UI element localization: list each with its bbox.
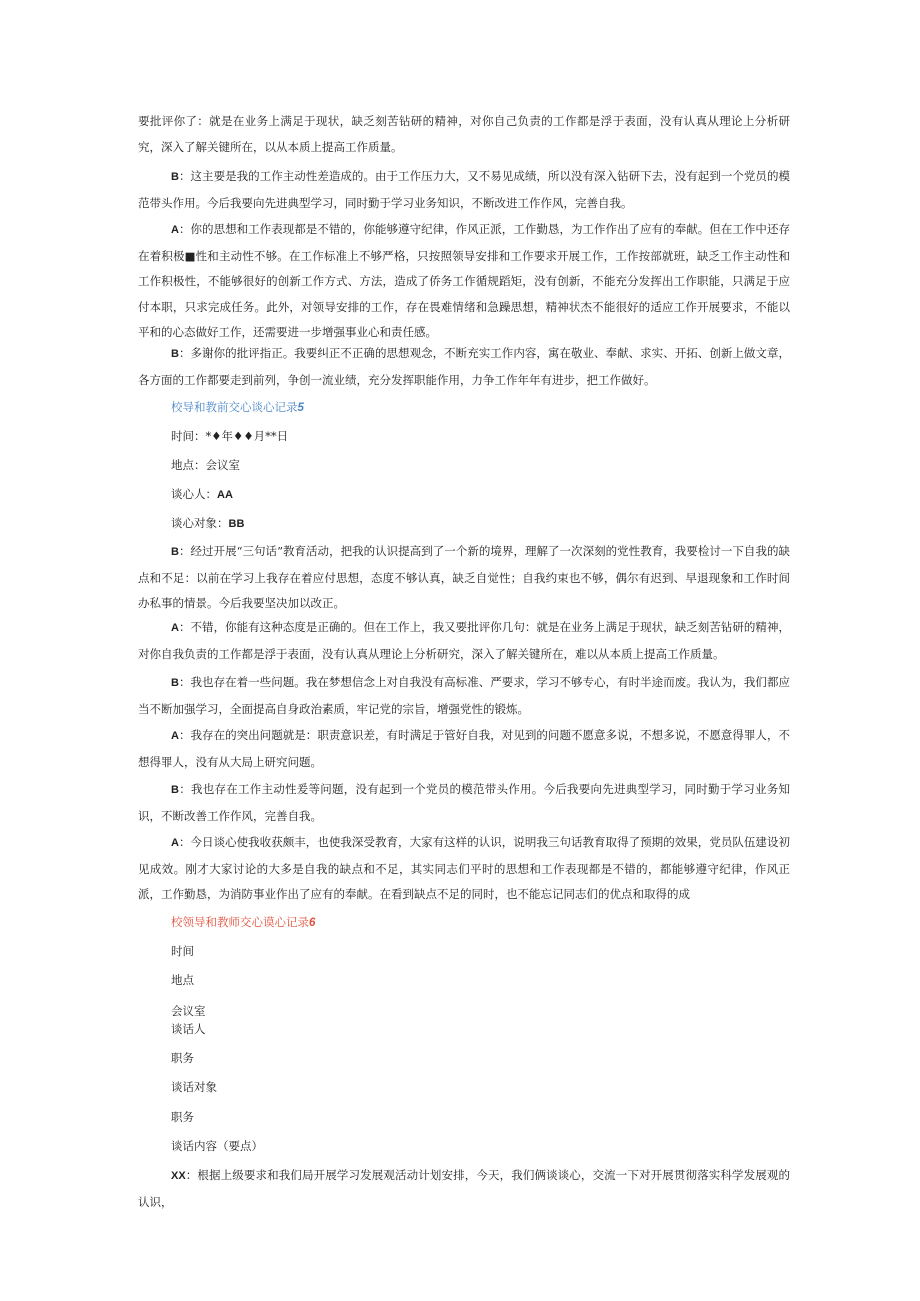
speaker-label: B xyxy=(171,784,179,796)
speaker-label: XX xyxy=(171,1170,186,1182)
paragraph-text: ：多谢你的批评指正。我要纠正不正确的思想观念，不断充实工作内容，寓在敬业、奉献、求实、开拓、创新上做文章，各方面的工作都要走到前列，争创一流业绩，充分发挥职能作用，力争工作年年有进步，把工作做好。 xyxy=(138,346,790,387)
talker-label-2-text: 谈话人 xyxy=(171,1022,206,1036)
speaker-label: B xyxy=(171,546,179,558)
talker-value: AA xyxy=(217,489,233,501)
talk-place-label-text: 地点 xyxy=(171,973,194,987)
section-heading-5 xyxy=(171,399,304,416)
talk-time-label-text: 时间 xyxy=(171,944,194,958)
speaker-label: B xyxy=(171,677,179,689)
talk-place xyxy=(171,457,240,473)
paragraph-text: ：你的思想和工作表现都是不错的，你能够遵守纪律，作风正派，工作勤恳，为工作作出了应有的奉献。但在工作中还存在着积极■性和主动性不够。在工作标准上不够严格，只按照领导安排和工作要求开展工作，工作按部就班，缺乏工作主动性和工作积极性，不能够很好的创新工作方式、方法，造成了侨务工作循规蹈矩，没有创新，不能充分发挥出工作职能，只满足于应付本职，只求完成任务。此外，对领导安排的工作，存在畏难情绪和急躁思想，精神状杰不能很好的适应工作开展要求，不能以平和的心态做好工作，还需要进一步增强事业心和责任感。 xyxy=(138,222,790,339)
talk-room-text: 会议室 xyxy=(171,1004,206,1018)
speaker-label: A xyxy=(171,622,179,634)
section-heading-6 xyxy=(171,914,315,931)
talk-target-label: 谈心对象： xyxy=(171,516,229,530)
talk-target-label-2-text: 谈话对象 xyxy=(171,1080,217,1094)
paragraph-text: ：不错，你能有这种态度是正确的。但在工作上，我又要批评你几句：就是在业务上满足于现状，缺乏刻苦钻研的精神，对你自我负责的工作都是浮于表面，没有认真从理论上分析研究，深入了解关键所在，难以从本质上提高工作质量。 xyxy=(138,620,790,661)
speaker-label: B xyxy=(171,348,179,360)
paragraph-4 xyxy=(138,341,790,393)
position-label-1 xyxy=(171,1050,194,1066)
paragraph-1 xyxy=(138,109,790,160)
talk-target-value: BB xyxy=(228,518,245,530)
talk-room xyxy=(171,1003,206,1019)
position-label-1-text: 职务 xyxy=(171,1051,194,1065)
speaker-label: A xyxy=(171,837,179,849)
paragraph-11 xyxy=(138,1163,790,1215)
paragraph-8 xyxy=(138,723,790,775)
talk-place-label xyxy=(171,972,194,988)
paragraph-text: 要批评你了：就是在业务上满足于现状，缺乏刻苦钻研的精神，对你自己负责的工作都是浮于表面，没有认真从理论上分析研究，深入了解关键所在，以从本质上提高工作质量。 xyxy=(138,114,790,154)
paragraph-10 xyxy=(138,830,790,908)
heading-number: 6 xyxy=(309,917,316,929)
paragraph-2 xyxy=(138,164,790,216)
talker-label-2 xyxy=(171,1021,206,1037)
talk-place-text: 地点：会议室 xyxy=(171,458,240,472)
heading-text: 校领导和教师交心谟心记录 xyxy=(171,915,309,929)
speaker-label: A xyxy=(171,224,179,236)
talk-target xyxy=(171,515,244,532)
talker-label: 谈心人： xyxy=(171,487,217,501)
position-label-2-text: 职务 xyxy=(171,1110,194,1124)
paragraph-text: ：我也存在着一些问题。我在梦想信念上对自我没有高标准、严要求，学习不够专心，有时半途而废。我认为，我们都应当不断加强学习，全面提高自身政治素质，牢记党的宗旨，增强党性的锻炼。 xyxy=(138,675,790,716)
talk-content-label-text: 谈话内容（要点） xyxy=(171,1139,263,1153)
talk-content-label xyxy=(171,1138,263,1154)
heading-text: 校导和教前交心谈心记录 xyxy=(171,400,298,414)
paragraph-text: ：我存在的突出问题就是：职责意识差，有时满足于管好自我，对见到的问题不愿意多说，不想多说，不愿意得罪人，不想得罪人，没有从大局上研究问题。 xyxy=(138,728,790,769)
talk-time-label xyxy=(171,943,194,959)
paragraph-text: ：经过开展“三句话”教育活动，把我的认识提高到了一个新的境界，理解了一次深刻的党性教育，我要检讨一下自我的缺点和不足：以前在学习上我存在着应付思想，态度不够认真，缺乏自觉性；自我约束也不够，偶尔有迟到、早退现象和工作时间办私事的情景。今后我要坚决加以改正。 xyxy=(138,544,790,610)
speaker-label: B xyxy=(171,171,179,183)
paragraph-text: ：根据上级要求和我们局开展学习发展观活动计划安排，今天，我们俩谈谈心，交流一下对开展贯彻落实科学发展观的认识， xyxy=(138,1168,790,1209)
paragraph-5 xyxy=(138,539,790,617)
speaker-label: A xyxy=(171,730,179,742)
heading-number: 5 xyxy=(297,402,304,414)
paragraph-text: ：今日谈心使我收获颇丰，也使我深受教育，大家有这样的认识，说明我三句话教育取得了预期的效果，党员队伍建设初见成效。刚才大家讨论的大多是自我的缺点和不足，其实同志们平时的思想和工作表现都是不错的，都能够遵守纪律，作风正派，工作勤恳，为消防事业作出了应有的奉献。在看到缺点不足的同时，也不能忘记同志们的优点和取得的成 xyxy=(138,835,790,901)
position-label-2 xyxy=(171,1109,194,1125)
talker xyxy=(171,486,233,503)
paragraph-7 xyxy=(138,670,790,722)
paragraph-text: ：这主要是我的工作主动性差造成的。由于工作压力大，又不易见成绩，所以没有深入钻研下去，没有起到一个党员的模范带头作用。今后我要向先进典型学习，同时勤于学习业务知识，不断改进工作作风，完善自我。 xyxy=(138,169,790,210)
paragraph-9 xyxy=(138,777,790,829)
talk-time xyxy=(171,428,288,444)
talk-time-text: 时间：*♦年♦♦月**日 xyxy=(171,429,289,443)
paragraph-3 xyxy=(138,217,790,346)
paragraph-6 xyxy=(138,615,790,667)
paragraph-text: ：我也存在工作主动性爰等问题，没有起到一个党员的模范带头作用。今后我要向先进典型学习，同时勤于学习业务知识，不断改善工作作风，完善自我。 xyxy=(138,782,790,823)
talk-target-label-2 xyxy=(171,1079,217,1095)
